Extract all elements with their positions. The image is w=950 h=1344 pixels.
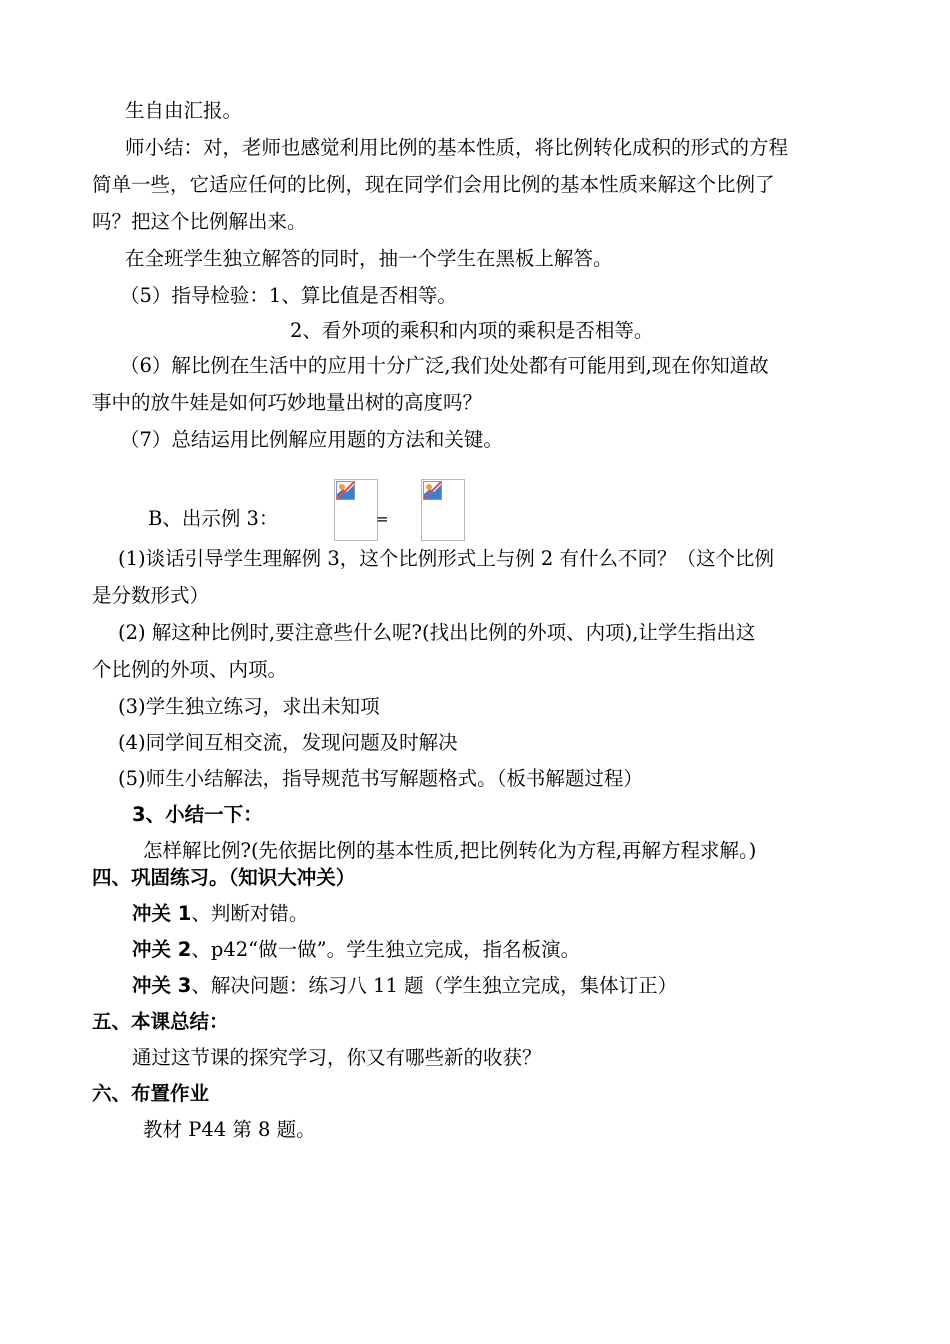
paragraph-line: （5）指导检验：1、算比值是否相等。 bbox=[120, 284, 457, 307]
paragraph-line: 生自由汇报。 bbox=[125, 99, 243, 122]
paragraph-line: (2) 解这种比例时,要注意些什么呢?(找出比例的外项、内项),让学生指出这 bbox=[118, 621, 756, 644]
challenge-line bbox=[132, 937, 580, 963]
paragraph-line: （6）解比例在生活中的应用十分广泛,我们处处都有可能用到,现在你知道故 bbox=[120, 354, 769, 377]
challenge-text: 、判断对错。 bbox=[191, 902, 309, 925]
section-heading: 五、本课总结： bbox=[92, 1010, 229, 1033]
equals-sign: = bbox=[376, 510, 389, 528]
paragraph-line: 在全班学生独立解答的同时，抽一个学生在黑板上解答。 bbox=[125, 247, 613, 270]
paragraph-line: 简单一些，它适应任何的比例，现在同学们会用比例的基本性质来解这个比例了 bbox=[92, 173, 775, 196]
paragraph-line: （7）总结运用比例解应用题的方法和关键。 bbox=[120, 428, 503, 451]
paragraph-line: 个比例的外项、内项。 bbox=[92, 658, 288, 681]
paragraph-line: 吗？把这个比例解出来。 bbox=[92, 210, 307, 233]
paragraph-line: (5)师生小结解法，指导规范书写解题格式。（板书解题过程） bbox=[118, 767, 643, 790]
paragraph-line: (3)学生独立练习，求出未知项 bbox=[118, 695, 380, 718]
fraction-image-right bbox=[421, 479, 465, 541]
broken-image-icon bbox=[336, 481, 356, 501]
paragraph-line: (4)同学间互相交流，发现问题及时解决 bbox=[118, 731, 458, 754]
paragraph-line: 教材 P44 第 8 题。 bbox=[143, 1118, 316, 1141]
challenge-line bbox=[132, 973, 677, 999]
challenge-text: 、解决问题：练习八 11 题（学生独立完成，集体订正） bbox=[191, 974, 678, 997]
fraction-image-left bbox=[334, 479, 378, 541]
section-heading: 四、巩固练习。（知识大冲关） bbox=[92, 866, 356, 889]
challenge-label: 冲关 1 bbox=[132, 902, 192, 925]
paragraph-line: 2、看外项的乘积和内项的乘积是否相等。 bbox=[290, 319, 654, 342]
broken-image-icon bbox=[423, 481, 443, 501]
paragraph-line: 通过这节课的探究学习，你又有哪些新的收获？ bbox=[132, 1046, 542, 1069]
challenge-label: 冲关 2 bbox=[132, 938, 192, 961]
example-heading: B、出示例 3： bbox=[148, 507, 279, 530]
paragraph-line: 事中的放牛娃是如何巧妙地量出树的高度吗？ bbox=[92, 391, 483, 414]
challenge-text: 、p42“做一做”。学生独立完成，指名板演。 bbox=[191, 938, 581, 961]
paragraph-line: 怎样解比例?(先依据比例的基本性质,把比例转化为方程,再解方程求解。) bbox=[143, 839, 757, 862]
section-heading: 六、布置作业 bbox=[92, 1082, 210, 1105]
paragraph-line: 是分数形式） bbox=[92, 584, 210, 607]
challenge-label: 冲关 3 bbox=[132, 974, 192, 997]
section-subheading: 3、小结一下： bbox=[132, 803, 263, 826]
paragraph-line: (1)谈话引导学生理解例 3，这个比例形式上与例 2 有什么不同？（这个比例 bbox=[118, 547, 775, 570]
challenge-line bbox=[132, 901, 308, 927]
paragraph-line: 师小结：对，老师也感觉利用比例的基本性质，将比例转化成积的形式的方程 bbox=[125, 136, 789, 159]
